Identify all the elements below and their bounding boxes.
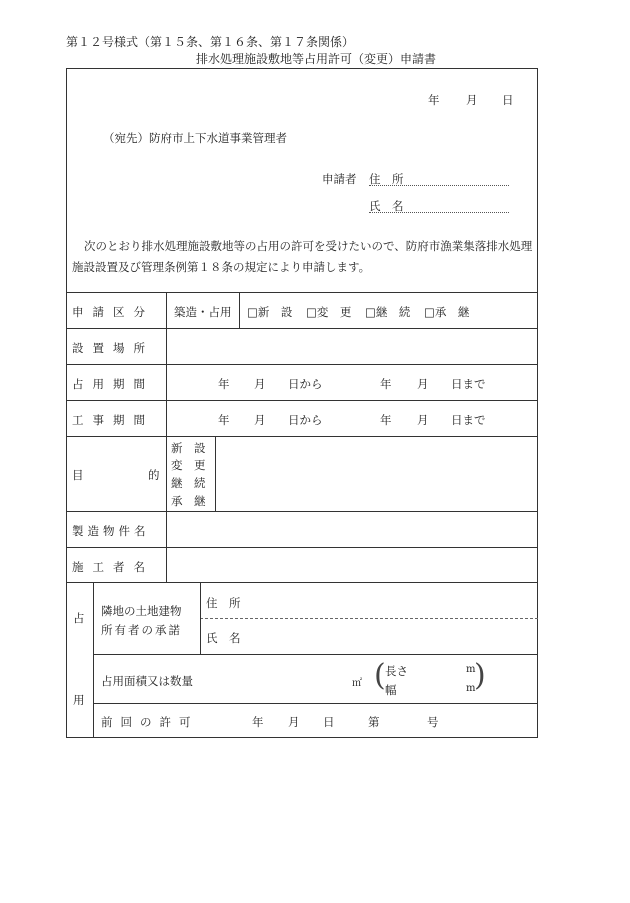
occupancy-period-label: 占用期間: [72, 377, 154, 391]
date-month: 月: [466, 93, 478, 107]
statement-line2: 施設設置及び管理条例第１８条の規定により申請します。: [72, 260, 371, 274]
addressee: （宛先）防府市上下水道事業管理者: [103, 131, 287, 145]
purpose-label-2: 的: [148, 468, 160, 482]
occupancy-side-divider: [93, 582, 94, 738]
consent-name-label: 氏 名: [206, 631, 241, 645]
row-divider: [66, 364, 538, 365]
consent-label-line2: 所有者の承諾: [101, 623, 182, 637]
occupancy-side-label-1: 占: [73, 611, 85, 625]
application-type-label: 申請区分: [72, 305, 154, 319]
previous-permit-label: 前回の許可: [101, 715, 199, 729]
purpose-sub-succession: 承 継: [171, 494, 206, 508]
row-divider: [93, 703, 538, 704]
occupancy-from-day: 日から: [288, 377, 323, 391]
previous-year: 年: [252, 715, 264, 729]
option-change[interactable]: □変 更: [306, 305, 352, 319]
occupancy-to-year: 年: [380, 377, 392, 391]
purpose-label-1: 目: [72, 468, 84, 482]
form-number: 第１２号様式（第１５条、第１６条、第１７条関係）: [66, 35, 355, 49]
applicant-address-label: 住 所: [369, 172, 404, 186]
occupancy-side-label-2: 用: [73, 693, 85, 707]
occupancy-from-month: 月: [254, 377, 266, 391]
consent-divider: [200, 618, 538, 619]
construction-from-day: 日から: [288, 413, 323, 427]
width-label: 幅: [385, 683, 397, 697]
row-divider: [66, 582, 538, 583]
option-succession[interactable]: □承 継: [424, 305, 470, 319]
date-year: 年: [428, 93, 440, 107]
location-field[interactable]: [167, 329, 537, 364]
area-label: 占用面積又は数量: [101, 674, 193, 688]
date-day: 日: [502, 93, 514, 107]
purpose-sub-change: 変 更: [171, 458, 206, 472]
occupancy-to-day: 日まで: [451, 377, 486, 391]
purpose-sub-new: 新 設: [171, 441, 206, 455]
location-label: 設置場所: [72, 341, 154, 355]
previous-number-prefix: 第: [368, 715, 380, 729]
construction-to-day: 日まで: [451, 413, 486, 427]
construction-to-month: 月: [417, 413, 429, 427]
previous-day: 日: [323, 715, 335, 729]
product-name-label: 製造物件名: [72, 524, 150, 538]
row-divider: [66, 292, 538, 293]
row-divider: [66, 400, 538, 401]
area-unit: ㎡: [352, 678, 362, 689]
option-new[interactable]: □新 設: [247, 305, 293, 319]
left-paren: (: [374, 658, 386, 693]
purpose-sub-continue: 継 続: [171, 476, 206, 490]
previous-number-suffix: 号: [427, 715, 439, 729]
consent-label-line1: 隣地の土地建物: [101, 604, 182, 618]
applicant-name-field[interactable]: [369, 212, 509, 213]
purpose-field[interactable]: [216, 437, 537, 511]
construction-from-year: 年: [218, 413, 230, 427]
length-label: 長さ: [385, 664, 408, 678]
right-paren: ): [474, 658, 486, 693]
length-unit: m: [466, 664, 476, 675]
application-category: 築造・占用: [174, 305, 232, 319]
contractor-field[interactable]: [167, 548, 537, 582]
category-divider: [239, 292, 240, 328]
statement-line1: 次のとおり排水処理施設敷地等の占用の許可を受けたいので、防府市漁業集落排水処理: [84, 239, 533, 253]
construction-to-year: 年: [380, 413, 392, 427]
row-divider: [93, 654, 538, 655]
occupancy-to-month: 月: [417, 377, 429, 391]
consent-divider-v: [200, 582, 201, 654]
page-title: 排水処理施設敷地等占用許可（変更）申請書: [196, 52, 437, 66]
width-unit: m: [466, 683, 476, 694]
applicant-address-field[interactable]: [369, 185, 509, 186]
consent-address-label: 住 所: [206, 596, 241, 610]
construction-period-label: 工事期間: [72, 413, 154, 427]
option-continue[interactable]: □継 続: [365, 305, 411, 319]
contractor-label: 施工者名: [72, 560, 154, 574]
applicant-label: 申請者: [322, 172, 357, 186]
previous-month: 月: [288, 715, 300, 729]
applicant-name-label: 氏 名: [369, 199, 404, 213]
product-name-field[interactable]: [167, 512, 537, 547]
construction-from-month: 月: [254, 413, 266, 427]
occupancy-from-year: 年: [218, 377, 230, 391]
